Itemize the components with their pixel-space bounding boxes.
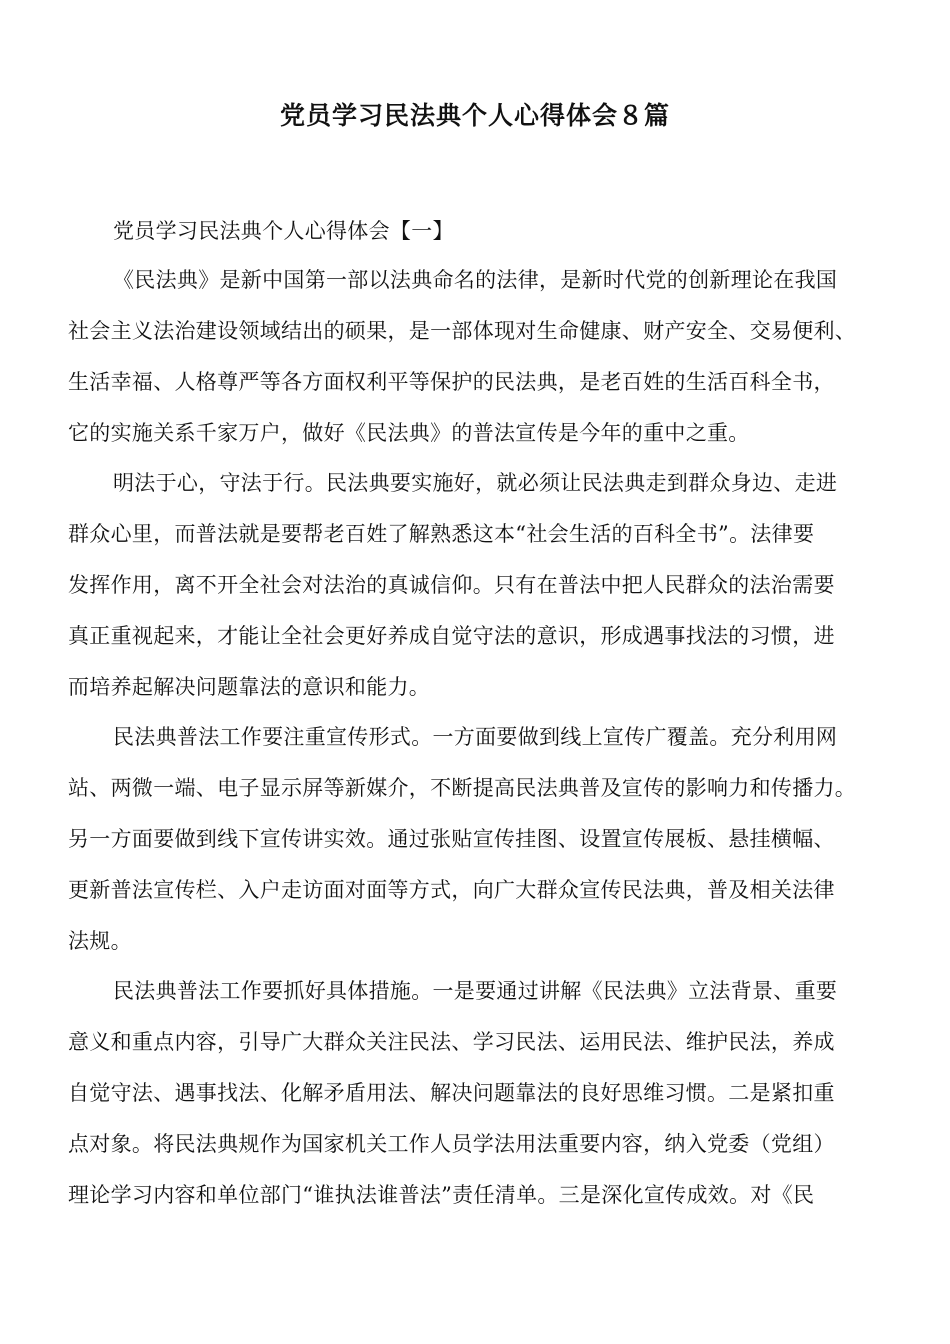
document-title: 党员学习民法典个人心得体会８篇 bbox=[279, 101, 670, 130]
paragraph-4-line-1: 民法典普法工作要抓好具体措施。一是要通过讲解《民法典》立法背景、重要 bbox=[113, 979, 838, 1003]
section-heading: 党员学习民法典个人心得体会【一】 bbox=[113, 219, 454, 243]
paragraph-4-line-2: 意义和重点内容，引导广大群众关注民法、学习民法、运用民法、维护民法，养成 bbox=[68, 1030, 835, 1054]
paragraph-1-line-4: 它的实施关系千家万户，做好《民法典》的普法宣传是今年的重中之重。 bbox=[68, 421, 750, 445]
paragraph-1-line-1: 《民法典》是新中国第一部以法典命名的法律，是新时代党的创新理论在我国 bbox=[113, 268, 838, 292]
paragraph-4-line-5: 理论学习内容和单位部门“谁执法谁普法”责任清单。三是深化宣传成效。对《民 bbox=[68, 1183, 815, 1207]
paragraph-1-line-3: 生活幸福、人格尊严等各方面权利平等保护的民法典，是老百姓的生活百科全书， bbox=[68, 370, 835, 394]
paragraph-3-line-3: 另一方面要做到线下宣传讲实效。通过张贴宣传挂图、设置宣传展板、悬挂横幅、 bbox=[68, 827, 835, 851]
paragraph-4-line-3: 自觉守法、遇事找法、化解矛盾用法、解决问题靠法的良好思维习惯。二是紧扣重 bbox=[68, 1081, 835, 1105]
paragraph-4-line-4: 点对象。将民法典规作为国家机关工作人员学法用法重要内容，纳入党委（党组） bbox=[68, 1132, 835, 1156]
paragraph-3-line-1: 民法典普法工作要注重宣传形式。一方面要做到线上宣传广覆盖。充分利用网 bbox=[113, 725, 838, 749]
paragraph-2-line-3: 发挥作用，离不开全社会对法治的真诚信仰。只有在普法中把人民群众的法治需要 bbox=[68, 573, 835, 597]
paragraph-1-line-2: 社会主义法治建设领域结出的硕果，是一部体现对生命健康、财产安全、交易便利、 bbox=[68, 319, 857, 343]
paragraph-3-line-5: 法规。 bbox=[68, 929, 132, 953]
paragraph-2-line-1: 明法于心，守法于行。民法典要实施好，就必须让民法典走到群众身边、走进 bbox=[113, 471, 838, 495]
paragraph-3-line-4: 更新普法宣传栏、入户走访面对面等方式，向广大群众宣传民法典，普及相关法律 bbox=[68, 878, 835, 902]
paragraph-2-line-4: 真正重视起来，才能让全社会更好养成自觉守法的意识，形成遇事找法的习惯，进 bbox=[68, 624, 835, 648]
paragraph-2-line-2: 群众心里，而普法就是要帮老百姓了解熟悉这本“社会生活的百科全书”。法律要 bbox=[68, 522, 815, 546]
paragraph-3-line-2: 站、两微一端、电子显示屏等新媒介，不断提高民法典普及宣传的影响力和传播力。 bbox=[68, 776, 857, 800]
paragraph-2-line-5: 而培养起解决问题靠法的意识和能力。 bbox=[68, 675, 431, 699]
